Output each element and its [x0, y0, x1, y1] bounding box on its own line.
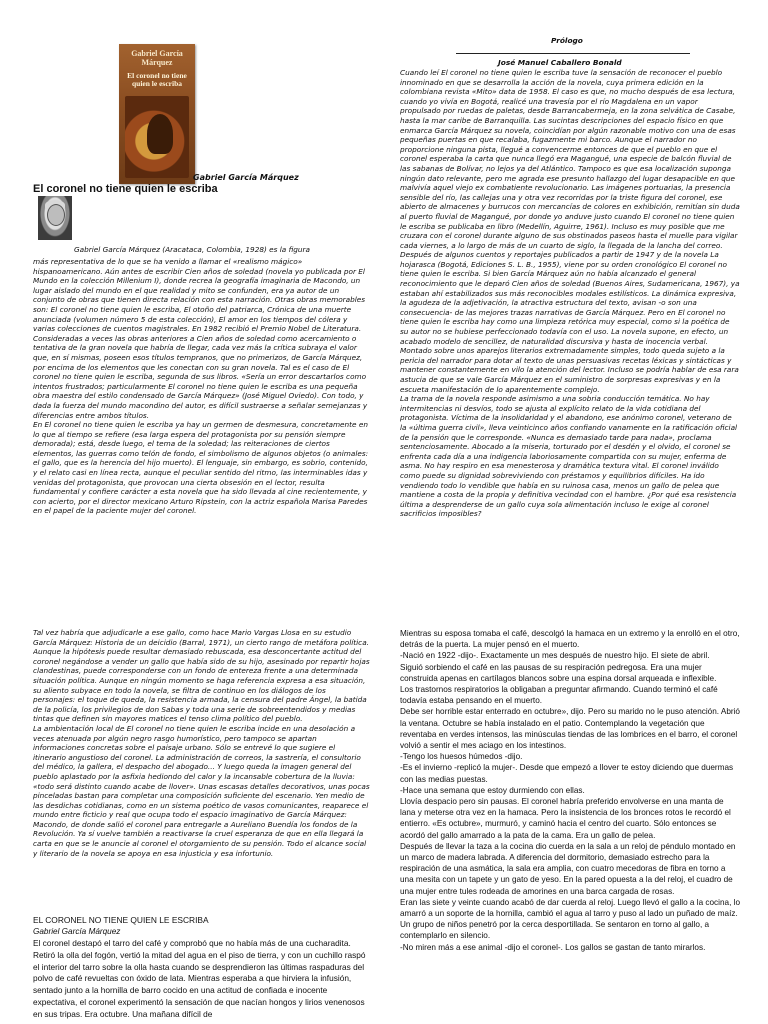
top-left-paragraph: más representativa de lo que se ha venido a llamar el «realismo mágico» hispanoamericano. Aún antes de escribir Cien años de soledad (novela yo publicada por El Mundo en la colección Millenium I), donde recrea la geografía imaginaria de Macondo, un lugar aislado del mundo en el que realidad y mito se confunden, era ya autor de un conjunto de obras que tienen directa relación con esta narración. Otras obras memorables son: El coronel no tiene quien le escriba, El otoño del patriarca, Crónica de una muerte anunciada (volumen número 5 de esta colección), El amor en los tiempos del cólera y varias colecciones de cuentos magistrales. En 1982 recibió el Premio Nobel de Literatura.: [33, 257, 366, 334]
prologue-author: José Manuel Caballero Bonald: [498, 58, 622, 67]
story-line: -Tengo los huesos húmedos -dijo.: [400, 752, 523, 762]
story-line: -Hace una semana que estoy durmiendo con ellas.: [400, 785, 585, 795]
story-line: -Es el invierno -replicó la mujer-. Desde que empezó a llover te estoy diciendo que duermas con las medias puestas.: [400, 763, 734, 784]
top-left-paragraph: En El coronel no tiene quien le escriba ya hay un germen de desmesura, concretamente en lo que al tiempo se refiere (esa larga espera del protagonista por su pensión siempre demorada); está, desde luego, el tema de la soledad; las reiteraciones de ciertos elementos, las guerras como telón de fondo, el simbolismo de algunos objetos (o animales: el gallo, que es la herencia del hijo muerto). El lenguaje, sin embargo, es sobrio, contenido, y el relato casi en línea recta, aunque el peculiar sentido del ritmo, las interminables idas y venidas del protagonista, que provocan una cierta obsesión en el lector, resulta fundamental y confiere carácter a esta novela que ha sido llevada al cine recientemente, y con acierto, por el director mexicano Arturo Ripstein, con la actriz española Marisa Paredes en el papel de la paciente mujer del coronel.: [33, 420, 369, 516]
story-line: Llovía despacio pero sin pausas. El coronel habría preferido envolverse en una manta de lana y meterse otra vez en la hamaca. Pero la insistencia de los bronces rotos le recordó el entierro. «Es octubre», murmuró, y caminó hacia el centro del cuarto. Sólo entonces se acordó del gallo amarrado a la pata de la cama. Era un gallo de pelea.: [400, 797, 731, 840]
cover-caption: Gabriel García Márquez: [193, 173, 299, 182]
rooster-icon: [147, 114, 173, 154]
prologue-divider: [456, 53, 690, 54]
prologue-heading: Prólogo: [551, 36, 583, 45]
story-line: Después de llevar la taza a la cocina dio cuerda en la sala a un reloj de péndulo montado en un marco de madera labrada. A diferencia del dormitorio, demasiado estrecho para la respiración de una asmática, la sala era amplia, con cuatro mecedoras de fibra en torno a una mesita con un tapete y un gato de yeso. En la pared opuesta a la del reloj, el cuadro de una mujer entre tules rodeada de amorines en una barca cargada de rosas.: [400, 841, 736, 896]
story-line: -No miren más a ese animal -dijo el coronel-. Los gallos se gastan de tanto mirarlos.: [400, 942, 706, 952]
bottom-left-paragraph: La ambientación local de El coronel no tiene quien le escriba incide en una desolación a veces atenuada por algún negro rasgo humorístico, pero tampoco se apartan informaciones concretas sobre el paisaje urbano. Sólo se entrevé lo que sugiere el itinerario angustioso del coronel. La administración de correos, la sastrería, el consultorio del médico, la gallera, el despacho del abogado... Y luego queda la imagen general del pueblo aplastado por la asfixia hediondo del calor y la incansable cobertura de la lluvia: «todo será distinto cuando acabe de llover». Unas escasas detalles decorativos, unas pocas pinceladas bastan para completar una composición suficiente del escenario. Yen medio de las desdichas cotidianas, como en un sistema poético de vasos comunicantes, reaparece el mundo entre ficticio y real que ocupa todo el espacio imaginativo de García Márquez: Macondo, de donde salió el coronel para entregarle a Aureliano Buendía los fondos de la Revolución. Ya sí vuelve también a reactivarse la cruel esperanza de que en ella llegará la carta en que se le anuncie al coronel el otorgamiento de su pensión. Todo el alcance social y literario de la novela se apoya en esa injusticia y esa infortunio.: [33, 723, 370, 858]
prologue-paragraph: La trama de la novela responde asimismo a una sobria conducción temática. No hay intermitencias ni desvíos, todo se ajusta al explícito relato de la vida cotidiana del protagonista. Víctima de la insolidaridad y el abandono, ese anónimo coronel, veterano de la «última guerra civil», lleva veinticinco años confiando vanamente en la ratificación oficial de la pensión que le corresponde. «Nunca es demasiado tarde para nada», proclama sentenciosamente. Abocado a la miseria, torturado por el desdén y el olvido, el coronel se enfrenta cada día a una indigencia laboriosamente compartida con su mujer, enferma de asma. No hay respiro en esa menesterosa y dramática textura vital. El coronel inválido como puede su dignidad sobreviviendo con préstamos y equilibrios difíciles. Ha ido vendiendo todo lo vendible que había en su ruinosa casa, menos un gallo de pelea que mantiene a costa de la propia y definitiva vecindad con el hambre. ¿Por qué esa resistencia última a desprenderse de un gallo cuya sola alimentación incluso le exige al coronel sacrificios imposibles?: [400, 394, 738, 519]
author-portrait: [38, 196, 72, 240]
story-line: Siguió sorbiendo el café en las pausas de su respiración pedregosa. Era una mujer construida apenas en cartílagos blancos sobre una espina dorsal arqueada e inflexible.: [400, 662, 717, 683]
bottom-left-paragraph: Tal vez habría que adjudicarle a ese gallo, como hace Mario Vargas Llosa en su estudio García Márquez: Historia de un deicidio (Barral, 1971), un cierto rango de metáfora política. Aunque la hipótesis puede resultar demasiado rebuscada, esa desconcertante actitud del coronel negándose a vender un gallo que había sido de su hijo, asesinado por repartir hojas clandestinas, puede corresponderse con un fondo de entereza frente a una determinada situación política. Aunque en ningún momento se haga referencia expresa a esa situación, su aliento subyace en todo la novela, se filtra de continuo en los diálogos de los personajes: el toque de queda, la resistencia armada, la censura del padre Ángel, la batida de la policía, los privilegios de don Sabas y toda una serie de sobreentendidos y medias tintas que definen sin mayores matices el tenso clima político del pueblo.: [33, 628, 370, 724]
prologue-paragraph: Después de algunos cuentos y reportajes publicados a partir de 1947 y de la novela La hojarasca (Bogotá, Ediciones S. L. B., 1955), viene por su orden cronológico El coronel no tiene quien le escriba. Si bien García Márquez aún no había alcanzado el general reconocimiento que le deparó Cien años de soledad (Buenos Aires, Sudamericana, 1967), ya estaban ahí estabilizados sus más reconocibles modales estilísticos. La dinámica expresiva, la agudeza de la adjetivación, la atractiva estructura del texto, avisan -o son una consecuencia- de las mejores trazas narrativas de García Márquez. Pero en El coronel no tiene quien le escriba hay como una limpieza retórica muy especial, como si la poética de su autor no se hubiese perfeccionado todavía con el uso. La novela supone, en efecto, un acabado modelo de sencillez, de naturalidad discursiva y hasta de inocencia verbal. Montado sobre unos aparejos literarios extremadamente simples, todo queda sujeto a la pericia del narrador para dotar al texto de unas persuasivas recetas léxicas y sintácticas y mantener constantemente en vilo la atención del lector. Incluso se podría hablar de esa rara astucia de que se vale García Márquez en el suministro de sorpresas expresivas y en la escueta manifestación de lo aparentemente complejo.: [400, 250, 740, 394]
story-section-author: Gabriel García Márquez: [33, 927, 121, 936]
story-section: [33, 914, 370, 1024]
prologue-column: [400, 68, 740, 580]
bottom-left-column: [33, 628, 370, 908]
story-line: Debe ser horrible estar enterrado en octubre», dijo. Pero su marido no le puso atención. Abrió la ventana. Octubre se había instalado en el patio. Contemplando la vegetación que reventaba en verdes intensos, las minúsculas tiendas de las lombrices en el barro, el coronel volvió a sentir el mes aciago en los intestinos.: [400, 707, 740, 751]
story-section-title: EL CORONEL NO TIENE QUIEN LE ESCRIBA: [33, 915, 209, 925]
cover-title: El coronel no tiene quien le escriba: [127, 71, 187, 88]
story-line: Eran las siete y veinte cuando acabó de dar cuerda al reloj. Luego llevó el gallo a la cocina, lo amarró a un soporte de la hornilla, cambió el agua al tarro y puso al lado un puñado de maíz. Un grupo de niños penetró por la cerca desportillada. Se sentaron en torno al gallo, a contemplarlo en silencio.: [400, 897, 740, 941]
story-line: Mientras su esposa tomaba el café, descolgó la hamaca en un extremo y la enrolló en el otro, detrás de la puerta. La mujer pensó en el muerto.: [400, 629, 740, 650]
top-left-intro-line: Gabriel García Márquez (Aracataca, Colombia, 1928) es la figura: [74, 245, 311, 254]
page-title: El coronel no tiene quien le escriba: [33, 183, 218, 195]
story-paragraph: El coronel destapó el tarro del café y comprobó que no había más de una cucharadita. Retiró la olla del fogón, vertió la mitad del agua en el piso de tierra, y con un cuchillo raspó el interior del tarro sobre la olla hasta cuando se desprendieron las últimas raspaduras del polvo de café revueltas con óxido de lata. Mientras esperaba a que hirviera la infusión, sentado junto a la hornilla de barro cocido en una actitud de confiada e inocente expectativa, el coronel experimentó la sensación de que nacían hongos y lirios venenosos en sus tripas. Era octubre. Una mañana difícil de: [33, 938, 366, 1019]
bottom-right-column: [400, 628, 740, 1024]
top-left-column: [33, 257, 370, 532]
story-line: -Nació en 1922 -dijo-. Exactamente un mes después de nuestro hijo. El siete de abril.: [400, 651, 710, 661]
cover-author: Gabriel García Márquez: [131, 49, 183, 67]
story-line: Los trastornos respiratorios la obligaban a preguntar afirmando. Cuando terminó el café todavía estaba pensando en el muerto.: [400, 685, 718, 706]
cover-artwork: [125, 96, 189, 178]
book-cover-image: [119, 44, 195, 184]
top-left-paragraph: Consideradas a veces las obras anteriores a Cien años de soledad como acercamiento o tentativa de la gran novela que habría de llegar, cada vez más la crítica subraya el valor que, en sí mismas, poseen esos títulos tempranos, que no primerizos, de García Márquez, por encima de los elementos que les conectan con su gran novela. Tal es el caso de El coronel no tiene quien le escriba, segunda de sus libros. «Sería un error descartarlos como intentos frustrados; particularmente El coronel no tiene quien le escriba es una pequeña obra maestra del estilo condensado de García Márquez» (José Miguel Oviedo). Con todo, y dada la fuerza del mundo macondino del autor, es difícil sustraerse a señalar semejanzas y diferencias entre ambos títulos.: [33, 333, 368, 420]
prologue-paragraph: Cuando leí El coronel no tiene quien le escriba tuve la sensación de reconocer el pueblo innominado en que se desarrolla la acción de la novela, cuya primera edición en la colombiana revista «Mito» data de 1958. El caso es que, no mucho después de esa lectura, cuando yo vivía en Bogotá, realicé una travesía por el río Magdalena en un vapor propulsado por ruedas de paletas, desde Barrancabermeja, en la zona selvática de Casabe, hasta la mar caribe de Barranquilla. Las sucintas descripciones del espacio físico en que enmarca García Márquez su novela, coincidían por algún razonable motivo con una de esas pequeñas puertas en que recalaba, fugazmente mi barco. Aunque el narrador no proporcione ninguna pista, llegué a convencerme entonces de que el pueblo en que el coronel esperaba la carta que nunca llegó era Magangué, una especie de balcón fluvial de las sabanas de Bolívar, no lejos ya del Atlántico. Tampoco es que esa localización suponga ningún dato relevante, pero me agrada ese presunto hallazgo del lugar desapacible en que malvivía aquel viejo ex combatiente revolucionario. Las imágenes portuarias, la presencia sensible del río, las callejas una y otra vez recorridas por la triste figura del coronel, ese abierto de almacenes y burrucos con mercancías de colores en exhibición, remitían sin duda al puerto fluvial de Magangué, por donde yo anduve justo cuando El coronel no tiene quien le escriba se publicaba en libro (Medellín, Aguirre, 1961). Incluso es muy posible que me cruzara con el coronel durante alguno de sus obstinados paseos hasta el muelle para vigilar cada viernes, a lo largo de más de un cuarto de siglo, la llegada de la lancha del correo.: [400, 68, 740, 250]
top-left-intro: [74, 245, 370, 257]
portrait-face: [47, 204, 65, 226]
